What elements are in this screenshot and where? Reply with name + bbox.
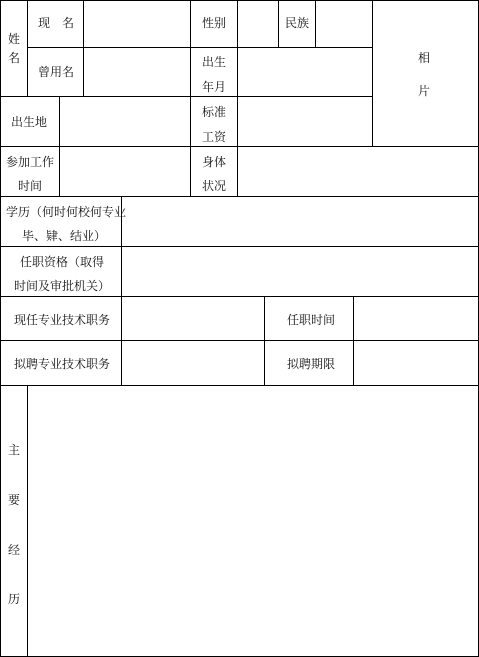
border: [0, 0, 1, 657]
label-experience-1: 主: [8, 443, 21, 457]
label-name-2: 名: [8, 51, 21, 65]
label-photo-1: 相: [418, 51, 431, 65]
label-photo-2: 片: [418, 84, 431, 98]
label-health-2: 状况: [202, 179, 227, 193]
border: [27, 0, 28, 96]
label-appointment-time: 任职时间: [287, 313, 336, 327]
label-appointment-period: 拟聘期限: [287, 357, 336, 371]
proposed-title-field[interactable]: [122, 341, 264, 385]
border: [264, 296, 265, 385]
label-birth-date-2: 年月: [202, 80, 227, 94]
experience-field[interactable]: [28, 386, 478, 656]
label-work-start-1: 参加工作: [6, 155, 55, 169]
label-birth-date-1: 出生: [202, 55, 227, 69]
standard-salary-field[interactable]: [238, 97, 372, 146]
label-standard-salary-2: 工资: [202, 130, 227, 144]
label-experience-2: 要: [8, 493, 21, 507]
work-start-field[interactable]: [60, 147, 190, 196]
label-gender: 性别: [202, 16, 227, 30]
label-experience-4: 历: [8, 592, 21, 606]
health-field[interactable]: [238, 147, 478, 196]
label-name-1: 姓: [8, 32, 21, 46]
label-qualification-1: 任职资格（取得: [20, 255, 105, 269]
photo-area[interactable]: [373, 1, 478, 146]
ethnicity-field[interactable]: [316, 1, 372, 47]
label-ethnicity: 民族: [285, 16, 310, 30]
education-field[interactable]: [122, 197, 478, 246]
label-education-2: 毕、肄、结业）: [22, 229, 107, 243]
qualification-field[interactable]: [122, 247, 478, 296]
label-work-start-2: 时间: [18, 179, 43, 193]
birthplace-field[interactable]: [60, 97, 190, 146]
label-current-title: 现任专业技术职务: [14, 313, 111, 327]
border: [190, 0, 191, 196]
current-title-field[interactable]: [122, 297, 264, 340]
label-health-1: 身体: [202, 155, 227, 169]
label-current-name: 现 名: [38, 16, 75, 30]
label-qualification-2: 时间及审批机关）: [14, 279, 111, 293]
label-standard-salary-1: 标准: [202, 105, 227, 119]
current-name-field[interactable]: [84, 1, 190, 47]
appointment-period-field[interactable]: [354, 341, 478, 385]
label-education-1: 学历（何时何校何专业: [6, 205, 127, 219]
label-experience-3: 经: [8, 543, 21, 557]
former-name-field[interactable]: [84, 48, 190, 96]
appointment-time-field[interactable]: [354, 297, 478, 340]
label-former-name: 曾用名: [38, 65, 75, 79]
birth-date-field[interactable]: [238, 48, 372, 96]
label-birthplace: 出生地: [11, 115, 48, 129]
border: [278, 0, 279, 47]
label-proposed-title: 拟聘专业技术职务: [14, 357, 111, 371]
gender-field[interactable]: [238, 1, 278, 47]
